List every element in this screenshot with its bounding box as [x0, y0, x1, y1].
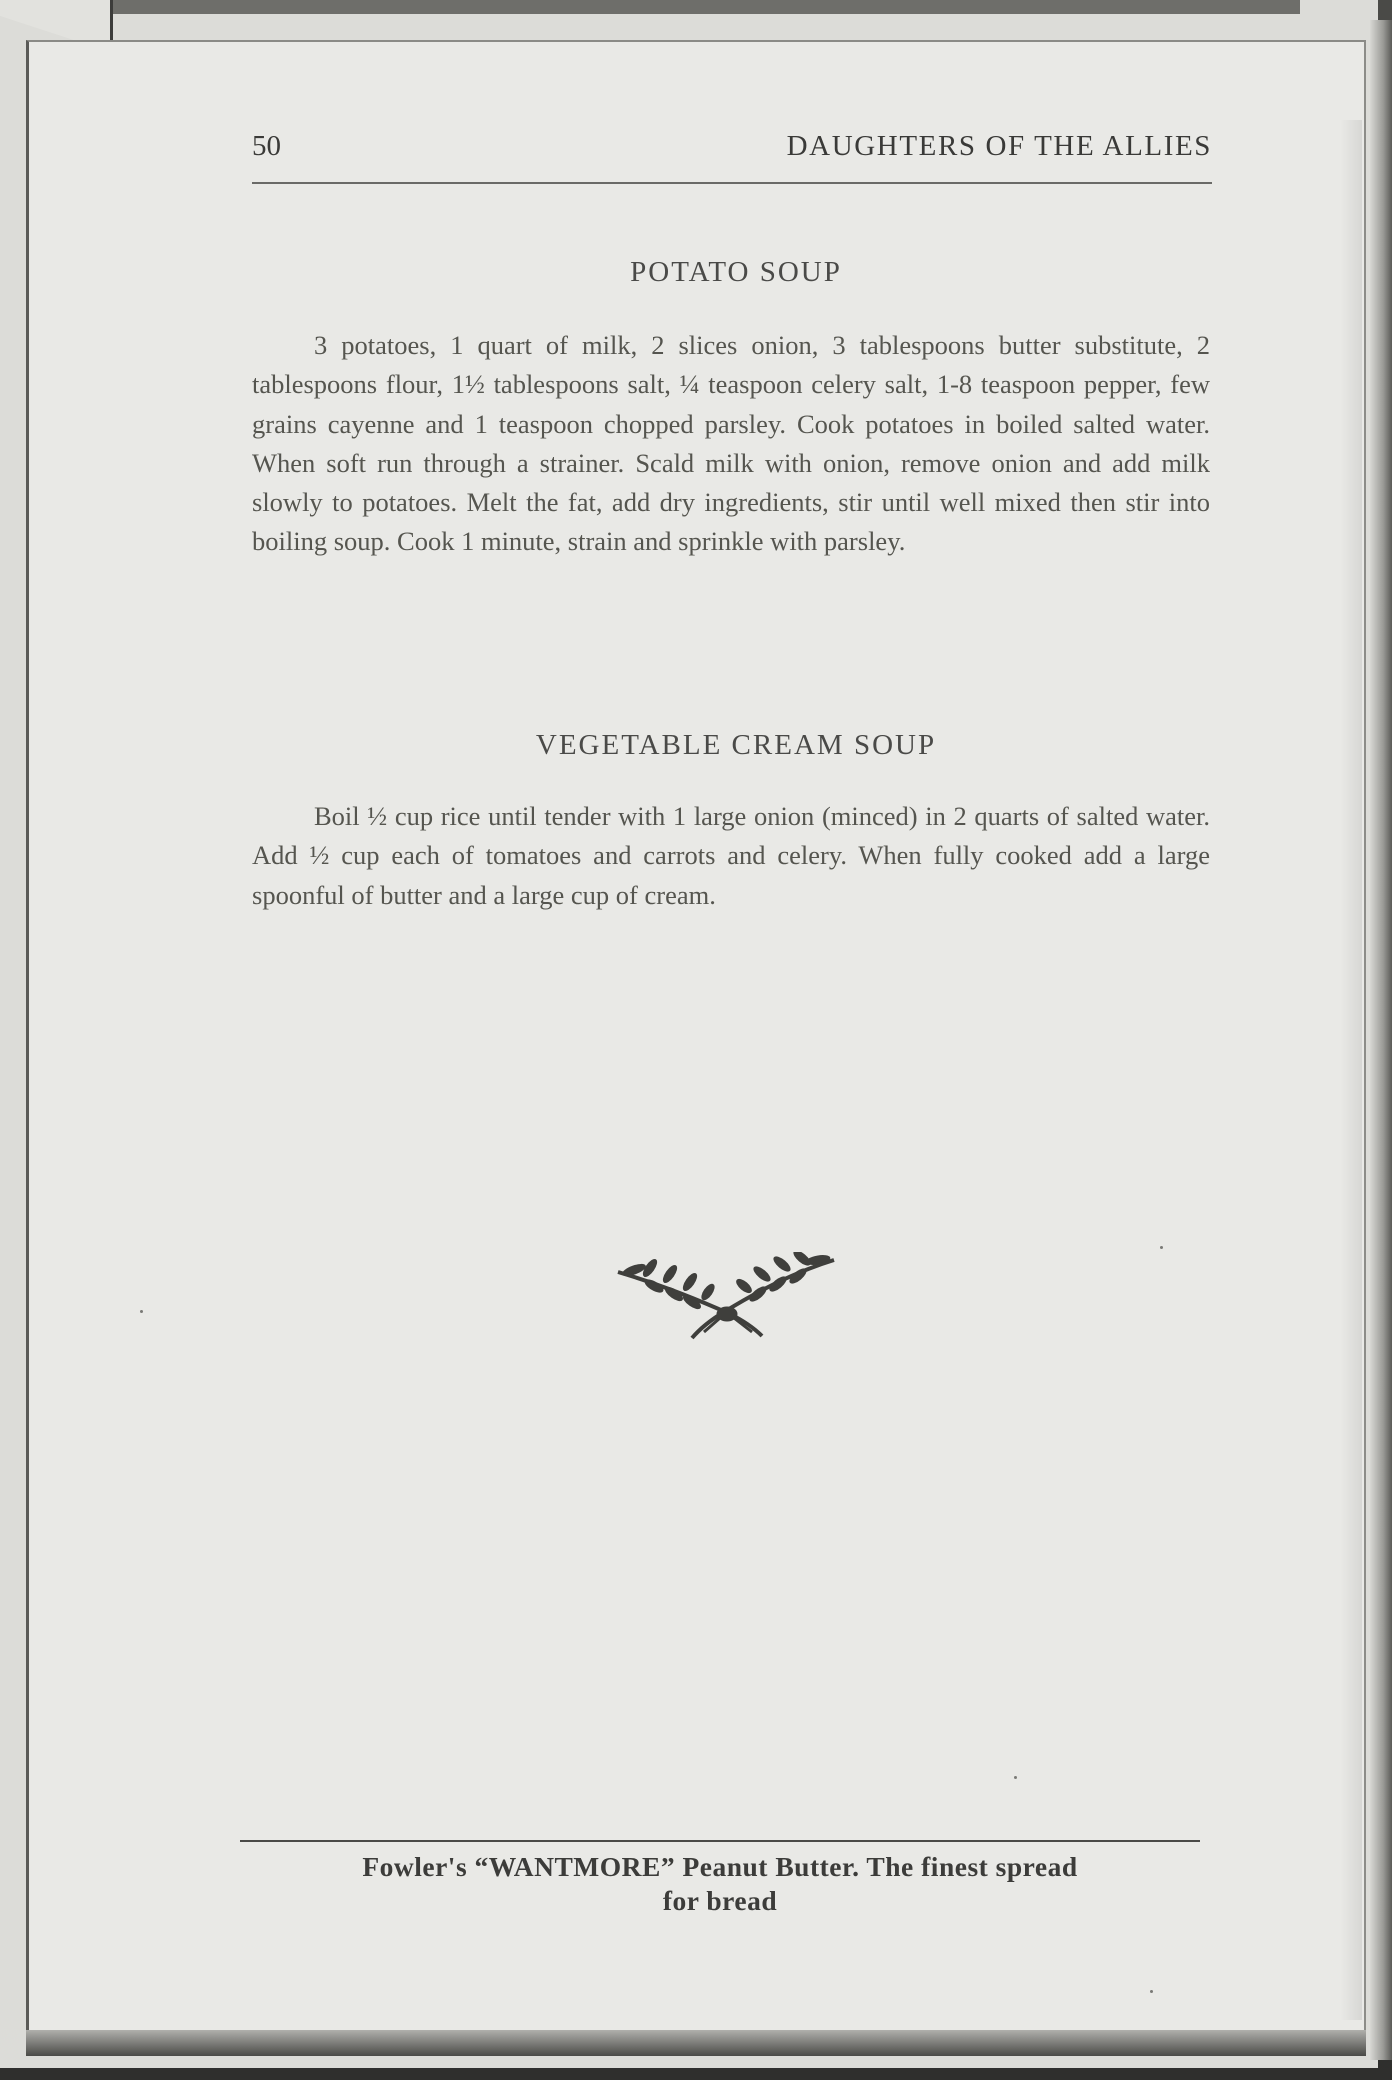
- running-head: [252, 126, 1212, 184]
- footer-advertisement: [240, 1850, 1200, 1918]
- paper-speck: [140, 1310, 143, 1313]
- cover-top-edge: [90, 0, 1300, 14]
- footer-ad-line-1: Fowler's “WANTMORE” Peanut Butter. The finest spread: [362, 1851, 1078, 1882]
- cover-right-edge: [1370, 20, 1392, 2060]
- footer-divider: [240, 1840, 1200, 1842]
- footer-ad-line-2: for bread: [662, 1885, 778, 1916]
- book-title: DAUGHTERS OF THE ALLIES: [786, 130, 1212, 162]
- page-edge-shadow: [1340, 120, 1362, 2020]
- page-number: 50: [252, 130, 281, 162]
- paper-speck: [1160, 1246, 1163, 1249]
- paper-speck: [1014, 1776, 1017, 1779]
- page-bottom-edge: [26, 2030, 1366, 2056]
- recipe-body-potato-soup: 3 potatoes, 1 quart of milk, 2 slices onion, 3 tablespoons butter substitute, 2 tablespoons flour, 1½ tablespoons salt, ¼ teaspoon celery salt, 1-8 teaspoon pepper, few grains cayenne and 1 teaspoon chopped parsley. Cook potatoes in boiled salted water. When soft run through a strainer. Scald milk with onion, remove onion and add milk slowly to potatoes. Melt the fat, add dry ingredients, stir until well mixed then stir into boiling soup. Cook 1 minute, strain and sprinkle with parsley.: [252, 330, 1210, 557]
- paper-speck: [1150, 1990, 1153, 1993]
- recipe-body-vegetable-cream-soup: Boil ½ cup rice until tender with 1 large onion (minced) in 2 quarts of salted water. Add ½ cup each of tomatoes and carrots and celery. When fully cooked add a large spoonful of butter and a large cup of cream.: [252, 801, 1210, 910]
- recipe-title-vegetable-cream-soup: VEGETABLE CREAM SOUP: [535, 729, 937, 761]
- crossed-laurel-branches-icon: [612, 1252, 840, 1348]
- recipe-title-potato-soup: POTATO SOUP: [630, 256, 842, 288]
